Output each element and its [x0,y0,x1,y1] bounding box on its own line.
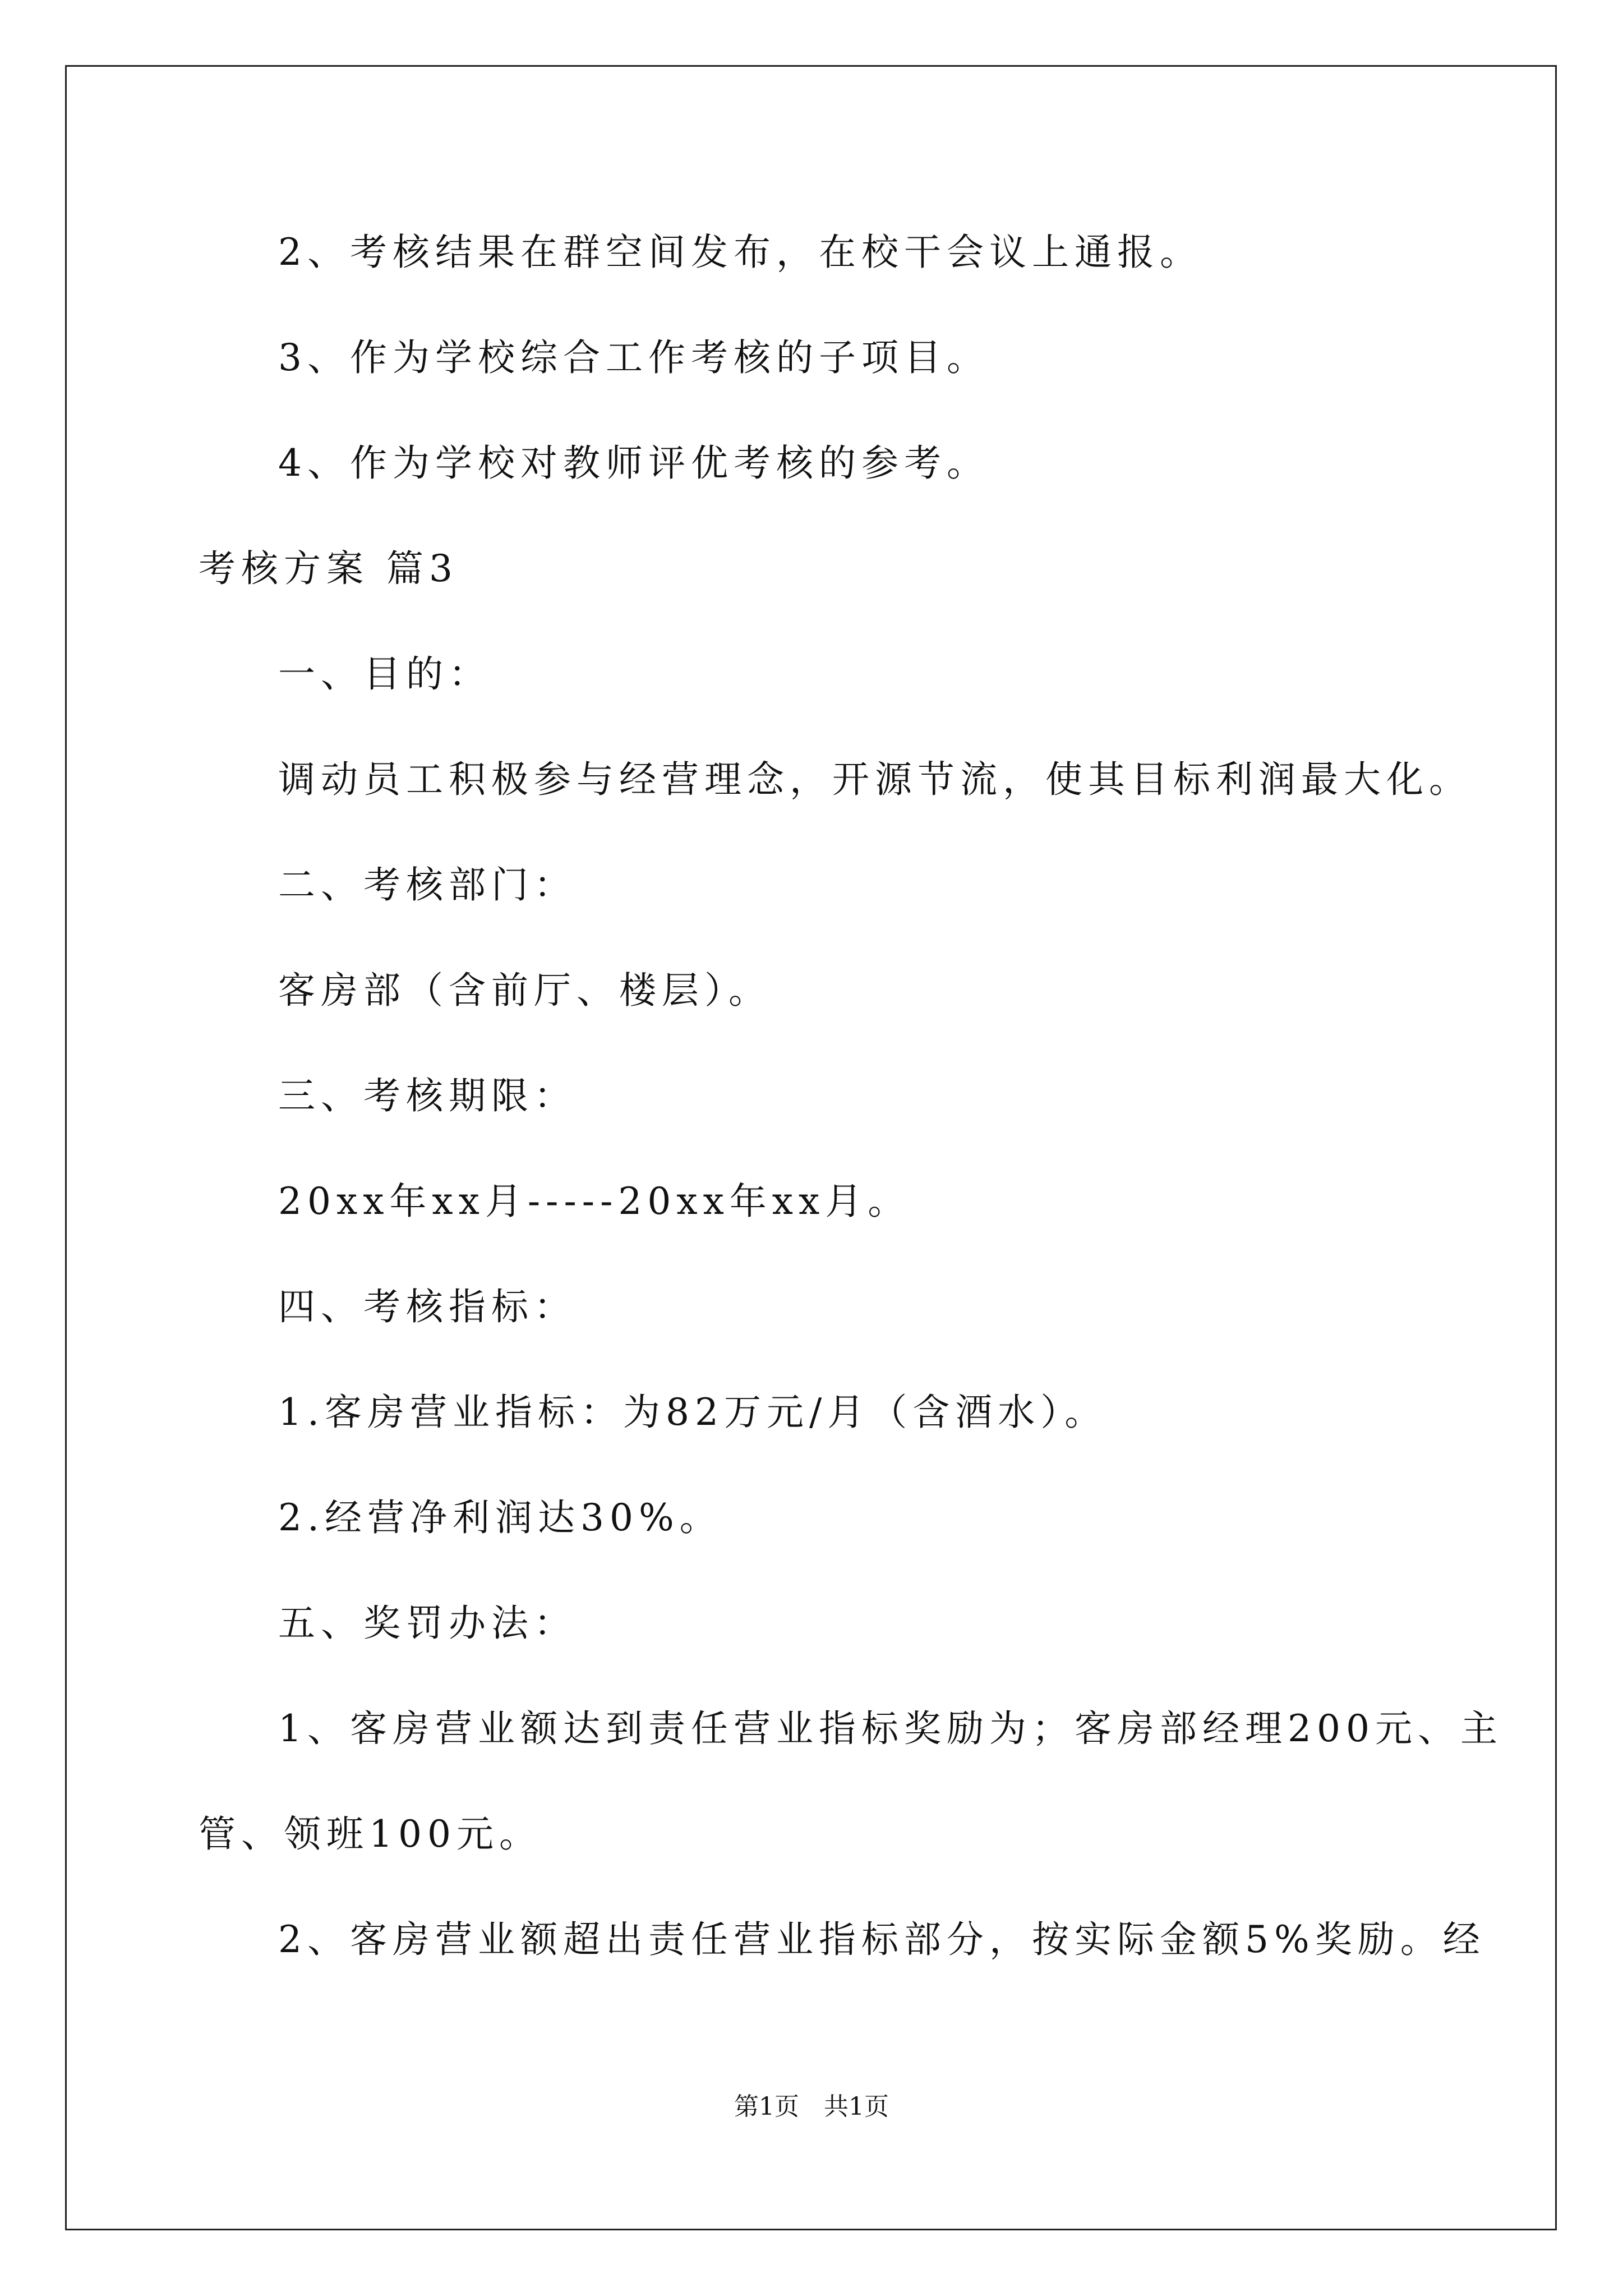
paragraph-line: 五、奖罚办法： [278,1602,577,1645]
paragraph-line: 2、考核结果在群空间发布，在校干会议上通报。 [278,231,1202,274]
paragraph-line: 2.经营净利润达30%。 [278,1496,722,1539]
paragraph-line: 二、考核部门： [278,863,577,907]
page-border [65,65,1557,2230]
paragraph-line: 1、客房营业额达到责任营业指标奖励为；客房部经理200元、主 [278,1707,1503,1750]
paragraph-line: 20xx年xx月-----20xx年xx月。 [278,1180,911,1223]
paragraph-line: 客房部（含前厅、楼层）。 [278,969,771,1012]
paragraph-line: 管、领班100元。 [199,1812,542,1856]
paragraph-line: 3、作为学校综合工作考核的子项目。 [278,336,989,379]
paragraph-line: 一、目的： [278,652,491,696]
paragraph-line: 四、考核指标： [278,1285,577,1328]
page-footer: 第1页 共1页 [734,2092,889,2121]
paragraph-line: 三、考核期限： [278,1074,577,1117]
paragraph-line: 1.客房营业指标：为82万元/月（含酒水）。 [278,1391,1108,1434]
paragraph-line: 4、作为学校对教师评优考核的参考。 [278,441,989,485]
section-heading: 考核方案 篇3 [199,547,458,590]
paragraph-line: 2、客房营业额超出责任营业指标部分，按实际金额5%奖励。经 [278,1918,1486,1961]
paragraph-line: 调动员工积极参与经营理念，开源节流，使其目标利润最大化。 [278,758,1472,801]
